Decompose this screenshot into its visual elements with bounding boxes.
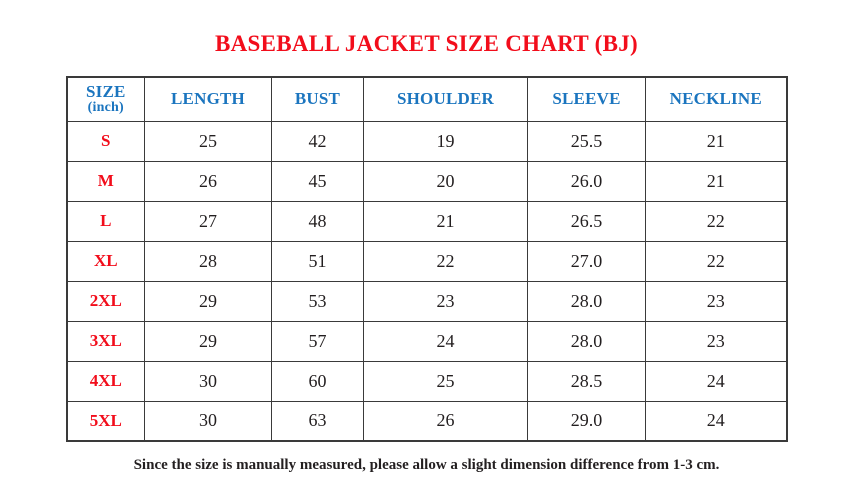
value-cell: 29 — [145, 321, 272, 361]
value-cell: 23 — [646, 321, 787, 361]
size-cell: 2XL — [67, 281, 145, 321]
table-row — [67, 401, 787, 441]
size-cell: 5XL — [67, 401, 145, 441]
value-cell: 48 — [272, 201, 364, 241]
value-cell: 53 — [272, 281, 364, 321]
size-chart-table — [66, 76, 788, 442]
value-cell: 21 — [646, 121, 787, 161]
value-cell: 57 — [272, 321, 364, 361]
value-cell: 60 — [272, 361, 364, 401]
table-row — [67, 361, 787, 401]
value-cell: 23 — [646, 281, 787, 321]
size-header-label: SIZE — [85, 81, 126, 101]
value-cell: 22 — [646, 241, 787, 281]
value-cell: 21 — [646, 161, 787, 201]
table-row — [67, 121, 787, 161]
value-cell: 27.0 — [528, 241, 646, 281]
column-header-sleeve: SLEEVE — [528, 77, 646, 121]
value-cell: 25.5 — [528, 121, 646, 161]
value-cell: 26.0 — [528, 161, 646, 201]
value-cell: 26 — [364, 401, 528, 441]
column-header-neckline: NECKLINE — [646, 77, 787, 121]
value-cell: 27 — [145, 201, 272, 241]
value-cell: 26 — [145, 161, 272, 201]
column-header-size — [67, 77, 145, 121]
value-cell: 42 — [272, 121, 364, 161]
value-cell: 22 — [646, 201, 787, 241]
footer-note: Since the size is manually measured, please allow a slight dimension difference from 1-3 cm. — [133, 457, 720, 473]
value-cell: 24 — [646, 401, 787, 441]
size-cell: XL — [67, 241, 145, 281]
value-cell: 30 — [145, 361, 272, 401]
size-cell: S — [67, 121, 145, 161]
table-row — [67, 201, 787, 241]
size-cell: M — [67, 161, 145, 201]
size-cell: L — [67, 201, 145, 241]
value-cell: 25 — [145, 121, 272, 161]
size-chart-page — [0, 31, 853, 504]
value-cell: 28 — [145, 241, 272, 281]
table-row — [67, 241, 787, 281]
value-cell: 23 — [364, 281, 528, 321]
value-cell: 45 — [272, 161, 364, 201]
value-cell: 22 — [364, 241, 528, 281]
value-cell: 24 — [364, 321, 528, 361]
value-cell: 29 — [145, 281, 272, 321]
column-header-bust: BUST — [272, 77, 364, 121]
value-cell: 20 — [364, 161, 528, 201]
table-row — [67, 281, 787, 321]
column-header-shoulder: SHOULDER — [364, 77, 528, 121]
size-header-unit: (inch) — [87, 99, 124, 115]
value-cell: 28.0 — [528, 321, 646, 361]
table-row — [67, 161, 787, 201]
value-cell: 29.0 — [528, 401, 646, 441]
value-cell: 28.0 — [528, 281, 646, 321]
header-row — [67, 77, 787, 121]
table-body — [67, 121, 787, 441]
value-cell: 25 — [364, 361, 528, 401]
column-header-length: LENGTH — [145, 77, 272, 121]
value-cell: 51 — [272, 241, 364, 281]
size-cell: 3XL — [67, 321, 145, 361]
value-cell: 19 — [364, 121, 528, 161]
table-header — [67, 77, 787, 121]
table-row — [67, 321, 787, 361]
value-cell: 28.5 — [528, 361, 646, 401]
value-cell: 21 — [364, 201, 528, 241]
value-cell: 26.5 — [528, 201, 646, 241]
value-cell: 24 — [646, 361, 787, 401]
size-cell: 4XL — [67, 361, 145, 401]
value-cell: 63 — [272, 401, 364, 441]
page-title: BASEBALL JACKET SIZE CHART (BJ) — [214, 31, 639, 56]
value-cell: 30 — [145, 401, 272, 441]
